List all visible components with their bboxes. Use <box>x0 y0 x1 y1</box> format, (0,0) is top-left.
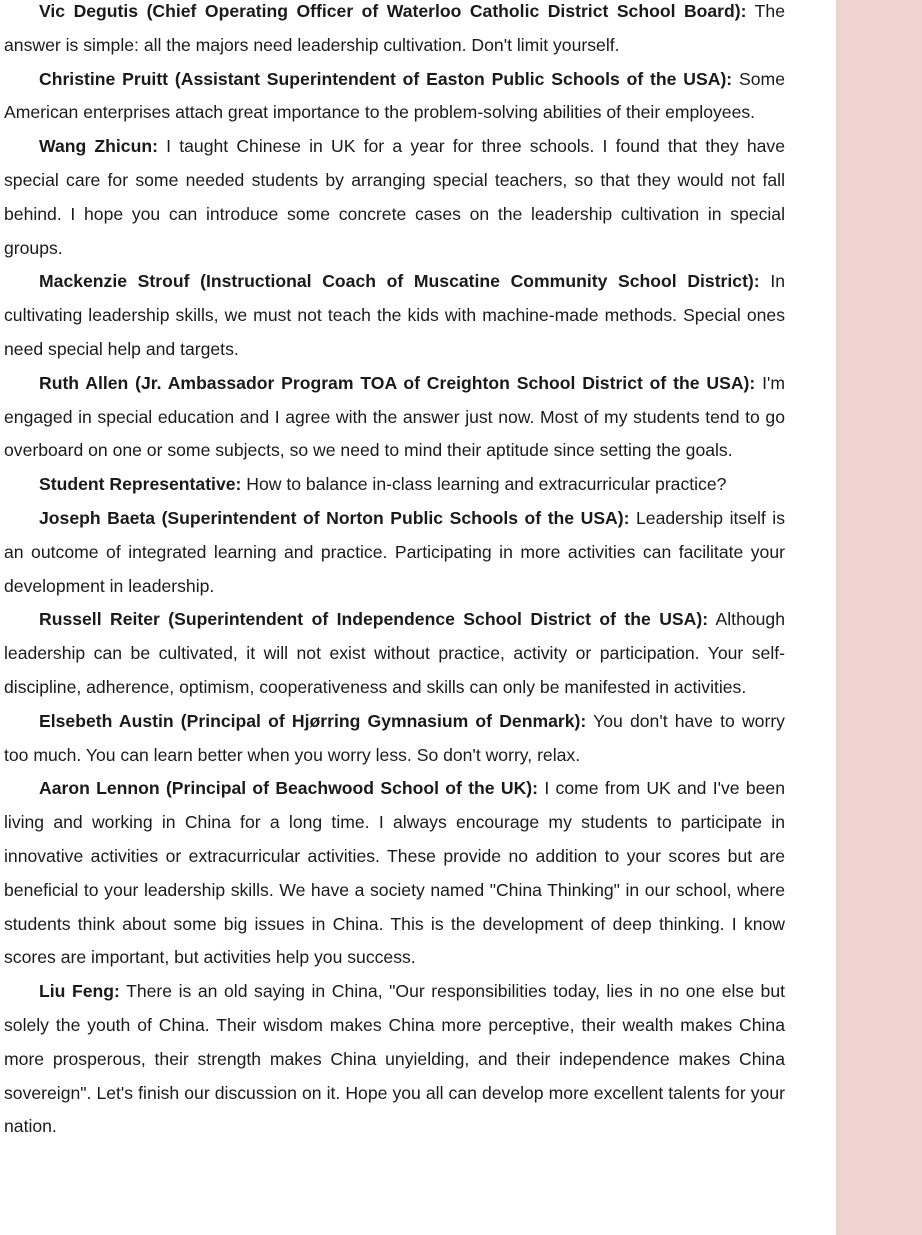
speaker-name: Student Representative: <box>39 474 242 495</box>
speaker-name: Joseph Baeta (Superintendent of Norton Public Schools of the USA): <box>39 507 630 528</box>
transcript-paragraph <box>4 468 785 502</box>
speech-text: Leadership itself is an outcome of integrated learning and practice. Participating in more activities can facilitate your development in leadership. <box>4 507 786 596</box>
speech-text: I come from UK and I've been living and working in China for a long time. I always encourage my students to participate in innovative activities or extracurricular activities. These provide no addition to your scores but are beneficial to your leadership skills. We have a society named "China Thinking" in our school, where students think about some big issues in China. This is the development of deep thinking. I know scores are important, but activities help you success. <box>4 778 785 968</box>
transcript-paragraph <box>4 502 785 603</box>
speaker-name: Liu Feng: <box>39 981 120 1002</box>
speaker-name: Russell Reiter (Superintendent of Independence School District of the USA): <box>39 609 709 630</box>
transcript-paragraph <box>4 63 785 131</box>
transcript-paragraph <box>4 265 785 366</box>
speech-text: In cultivating leadership skills, we must not teach the kids with machine-made methods. Special ones need special help and targets. <box>4 271 786 359</box>
transcript-paragraph <box>4 975 785 1144</box>
speaker-name: Aaron Lennon (Principal of Beachwood School of the UK): <box>39 778 539 799</box>
speech-text: Although leadership can be cultivated, it will not exist without practice, activity or participation. Your self-discipline, adherence, optimism, cooperativeness and skills can only be manifested in activities. <box>4 609 785 697</box>
speech-text: I taught Chinese in UK for a year for three schools. I found that they have special care for some needed students by arranging special teachers, so that they would not fall behind. I hope you can introduce some concrete cases on the leadership cultivation in special groups. <box>4 136 785 258</box>
speaker-name: Ruth Allen (Jr. Ambassador Program TOA of Creighton School District of the USA): <box>39 372 756 393</box>
transcript-body <box>4 0 785 1144</box>
speech-text: The answer is simple: all the majors need leadership cultivation. Don't limit yourself. <box>4 1 785 55</box>
transcript-paragraph <box>4 705 785 773</box>
transcript-paragraph <box>4 367 785 468</box>
speaker-name: Mackenzie Strouf (Instructional Coach of Muscatine Community School District): <box>39 271 760 292</box>
speech-text: There is an old saying in China, "Our responsibilities today, lies in no one else but solely the youth of China. Their wisdom makes China more perceptive, their wealth makes China more prosperous, their strength makes China unyielding, and their independence makes China sovereign". Let's finish our discussion on it. Hope you all can develop more excellent talents for your nation. <box>4 981 786 1137</box>
transcript-paragraph <box>4 130 785 265</box>
speaker-name: Wang Zhicun: <box>39 136 158 157</box>
speaker-name: Elsebeth Austin (Principal of Hjørring Gymnasium of Denmark): <box>39 710 587 731</box>
speaker-name: Christine Pruitt (Assistant Superintendent of Easton Public Schools of the USA): <box>39 68 733 89</box>
speaker-name: Vic Degutis (Chief Operating Officer of Waterloo Catholic District School Board): <box>39 1 747 21</box>
transcript-paragraph <box>4 603 785 704</box>
side-margin-band <box>836 0 922 1235</box>
transcript-paragraph <box>4 0 785 63</box>
speech-text: Some American enterprises attach great importance to the problem-solving abilities of their employees. <box>4 68 785 123</box>
speech-text: I'm engaged in special education and I agree with the answer just now. Most of my students tend to go overboard on one or some subjects, so we need to mind their aptitude since setting the goals. <box>4 372 786 461</box>
speech-text: How to balance in-class learning and extracurricular practice? <box>246 474 727 495</box>
transcript-paragraph <box>4 772 785 975</box>
speech-text: You don't have to worry too much. You can learn better when you worry less. So don't worry, relax. <box>4 710 785 765</box>
